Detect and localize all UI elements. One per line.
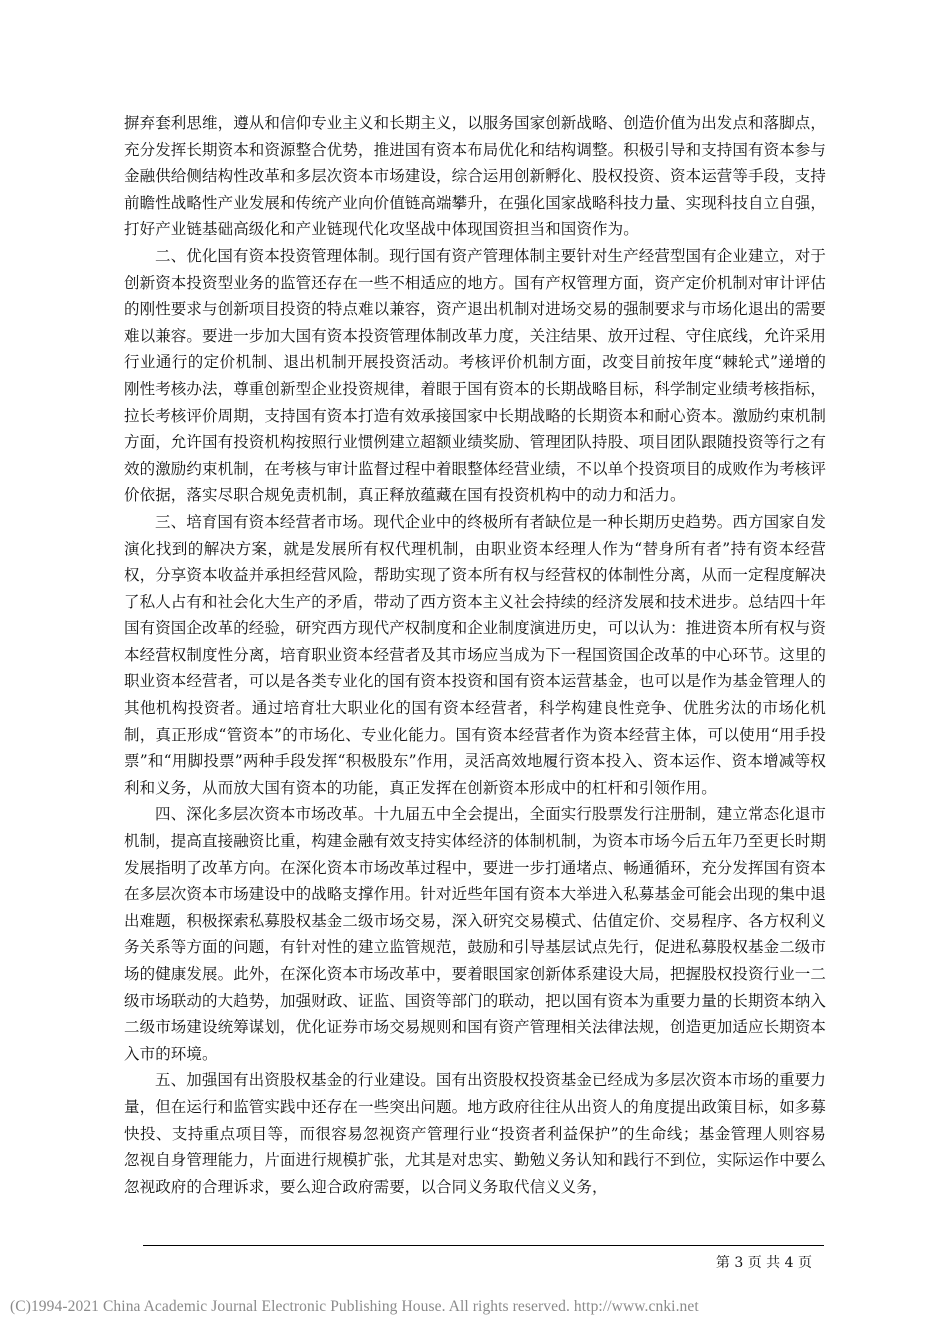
page-number: 第 3 页 共 4 页 bbox=[715, 1255, 812, 1271]
paragraph-capital-market-reform: 四、深化多层次资本市场改革。十九届五中全会提出，全面实行股票发行注册制，建立常态化退市机制，提高直接融资比重，构建金融有效支持实体经济的体制机制，为资本市场今后五年乃至更长时期发展指明了改革方向。在深化资本市场改革过程中，要进一步打通堵点、畅通循环，充分发挥国有资本在多层次资本市场建设中的战略支撑作用。针对近些年国有资本大举进入私募基金可能会出现的集中退出难题，积极探索私募股权基金二级市场交易，深入研究交易模式、估值定价、交易程序、各方权利义务关系等方面的问题，有针对性的建立监管规范，鼓励和引导基层试点先行，促进私募股权基金二级市场的健康发展。此外，在深化资本市场改革中，要着眼国家创新体系建设大局，把握股权投资行业一二级市场联动的大趋势，加强财政、证监、国资等部门的联动，把以国有资本为重要力量的长期资本纳入二级市场建设统筹谋划，优化证券市场交易规则和国有资产管理相关法律法规，创造更加适应长期资本入市的环境。 bbox=[124, 805, 827, 1063]
document-body bbox=[124, 110, 826, 1200]
paragraph-equity-fund-industry: 五、加强国有出资股权基金的行业建设。国有出资股权投资基金已经成为多层次资本市场的重要力量，但在运行和监管实践中还存在一些突出问题。地方政府往往从出资人的角度提出政策目标，如多募快投、支持重点项目等，而很容易忽视资产管理行业“投资者利益保护”的生命线；基金管理人则容易忽视自身管理能力，片面进行规模扩张，尤其是对忠实、勤勉义务认知和践行不到位，实际运作中要么忽视政府的合理诉求，要么迎合政府需要，以合同义务取代信义义务， bbox=[124, 1071, 827, 1196]
paragraph-optimize-investment-management: 二、优化国有资本投资管理体制。现行国有资产管理体制主要针对生产经营型国有企业建立，对于创新资本投资型业务的监管还存在一些不相适应的地方。国有产权管理方面，资产定价机制对审计评估的刚性要求与创新项目投资的特点难以兼容，资产退出机制对进场交易的强制要求与市场化退出的需要难以兼容。要进一步加大国有资本投资管理体制改革力度，关注结果、放开过程、守住底线，允许采用行业通行的定价机制、退出机制开展投资活动。考核评价机制方面，改变目前按年度“棘轮式”递增的刚性考核办法，尊重创新型企业投资规律，着眼于国有资本的长期战略目标，科学制定业绩考核指标，拉长考核评价周期，支持国有资本打造有效承接国家中长期战略的长期资本和耐心资本。激励约束机制方面，允许国有投资机构按照行业惯例建立超额业绩奖励、管理团队持股、项目团队跟随投资等行之有效的激励约束机制，在考核与审计监督过程中着眼整体经营业绩，不以单个投资项目的成败作为考核评价依据，落实尽职合规免责机制，真正释放蕴藏在国有投资机构中的动力和活力。 bbox=[124, 246, 827, 505]
footer-divider bbox=[143, 1245, 824, 1246]
paragraph-continuation: 摒弃套利思维，遵从和信仰专业主义和长期主义，以服务国家创新战略、创造价值为出发点和落脚点，充分发挥长期资本和资源整合优势，推进国有资本布局优化和结构调整。积极引导和支持国有资本参与金融供给侧结构性改革和多层次资本市场建设，综合运用创新孵化、股权投资、资本运营等手段，支持前瞻性战略性产业发展和传统产业向价值链高端攀升，在强化国家战略科技力量、实现科技自立自强，打好产业链基础高级化和产业链现代化攻坚战中体现国资担当和国资作为。 bbox=[124, 114, 827, 239]
copyright-watermark: (C)1994-2021 China Academic Journal Electronic Publishing House. All rights reserved. http://www.cnki.net bbox=[10, 1298, 699, 1315]
paragraph-capital-operator-market: 三、培育国有资本经营者市场。现代企业中的终极所有者缺位是一种长期历史趋势。西方国家自发演化找到的解决方案，就是发展所有权代理机制，由职业资本经理人作为“替身所有者”持有资本经营权，分享资本收益并承担经营风险，帮助实现了资本所有权与经营权的体制性分离，从而一定程度解决了私人占有和社会化大生产的矛盾，带动了西方资本主义社会持续的经济发展和技术进步。总结四十年国有资国企改革的经验，研究西方现代产权制度和企业制度演进历史，可以认为：推进资本所有权与资本经营权制度性分离，培育职业资本经营者及其市场应当成为下一程国资国企改革的中心环节。这里的职业资本经营者，可以是各类专业化的国有资本投资和国有资本运营基金，也可以是作为基金管理人的其他机构投资者。通过培育壮大职业化的国有资本经营者，科学构建良性竞争、优胜劣汰的市场化机制，真正形成“管资本”的市场化、专业化能力。国有资本经营者作为资本经营主体，可以使用“用手投票”和“用脚投票”两种手段发挥“积极股东”作用，灵活高效地履行资本投入、资本运作、资本增减等权利和义务，从而放大国有资本的功能，真正发挥在创新资本形成中的杠杆和引领作用。 bbox=[124, 512, 827, 797]
